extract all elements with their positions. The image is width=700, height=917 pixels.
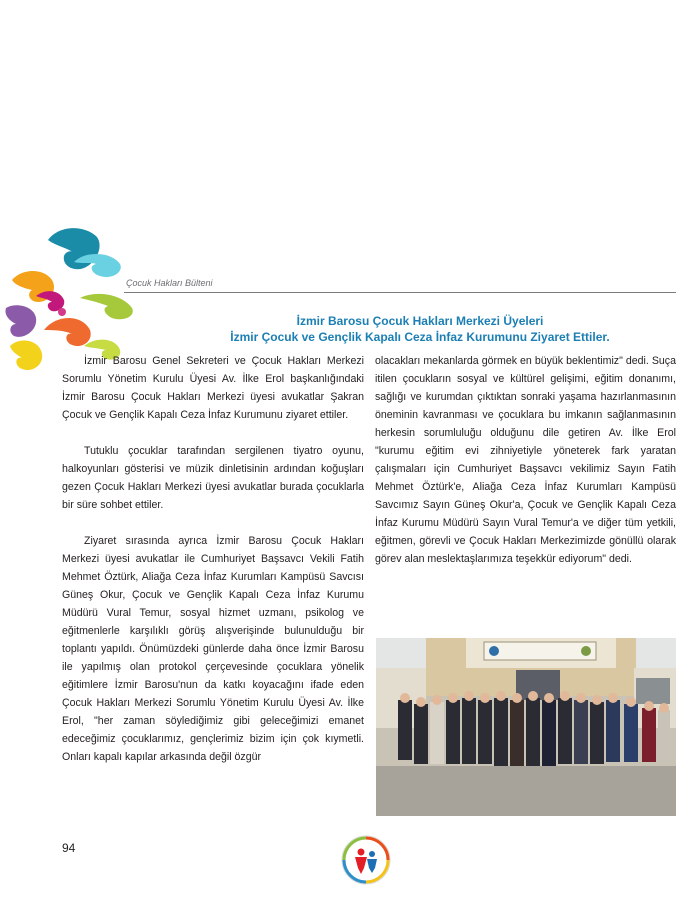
green-swirl: [80, 294, 133, 319]
door: [516, 670, 560, 700]
article-title-line-2: İzmir Çocuk ve Gençlik Kapalı Ceza İnfaz Kurumunu Ziyaret Ettiler.: [230, 330, 610, 344]
header-rule: [124, 292, 676, 293]
paragraph: İzmir Barosu Genel Sekreteri ve Çocuk Hakları Merkezi Sorumlu Yönetim Kurulu Üyesi Av. İlke Erol başkanlığındaki İzmir Barosu Çocuk Hakları Merkezi üyesi avukatlar Şakran Çocuk ve Gençlik Kapalı Ceza İnfaz Kurumunu ziyaret ettiler.: [62, 355, 364, 421]
magenta-dot: [58, 308, 66, 316]
institution-sign: [484, 642, 596, 660]
paragraph: Tutuklu çocuklar tarafından sergilenen tiyatro oyunu, halkoyunları gösterisi ve müzik dinletisinin ardından koğuşları gezen Çocuk Hakları Merkezi üyesi avukatlar burada çocuklarla bir süre sohbet ettiler.: [62, 445, 364, 511]
left-column: [62, 352, 364, 766]
ground: [376, 766, 676, 816]
article-title: [160, 313, 680, 345]
bulletin-name: Çocuk Hakları Bülteni: [126, 278, 213, 288]
orange-red-swirl: [44, 318, 91, 346]
yellow-swirl: [10, 340, 42, 370]
paragraph: Ziyaret sırasında ayrıca İzmir Barosu Çocuk Hakları Merkezi üyesi avukatlar ile Cumhuriyet Başsavcı Vekili Fatih Mehmet Öztürk, Aliağa Ceza İnfaz Kurumları Kampüsü Savcısı Güneş Okur, Çocuk ve Gençlik Kapalı Ceza İnfaz Kurumu Müdürü Vural Temur, sosyal hizmet uzmanı, psikolog ve eğitmenlerle karşılıklı görüş alışverişinde bulunulduğu bir toplantı yapıldı. Önümüzdeki günlerde daha önce İzmir Barosu ile yapılmış olan protokol çerçevesinde çocuklara yönelik eğitimlere İzmir Barosu'nun da katkı koyacağını ifade eden Çocuk Hakları Merkezi Sorumlu Yönetim Kurulu Üyesi Av. İlke Erol, "her zaman söylediğimiz gibi geleceğimizi emanet edeceğimiz çocuklarımız, gençlerimiz bizim için çok kıymetli. Onları kapalı kapılar arkasında değil özgür: [62, 535, 364, 763]
page-number: 94: [62, 841, 76, 855]
purple-swirl: [5, 305, 36, 337]
right-column: [375, 352, 676, 568]
paragraph: olacakları mekanlarda görmek en büyük beklentimiz" dedi. Suça itilen çocukların sosyal ve kültürel gelişimi, eğitim donanımı, sağlığı ve kurumdan çıktıktan sonraki yaşama hazırlanmasının öneminin kavranması ve çocuklara bu imkanın sağlanmasının herkesin sorumluluğu olduğunu dile getiren Av. İlke Erol "kurumu eğitim evi zihniyetiyle yöneterek fark yaratan çalışmaları için Cumhuriyet Başsavcı vekilimiz Sayın Fatih Mehmet Öztürk'e, Aliağa Ceza İnfaz Kurumları Kampüsü Savcımız Sayın Güneş Okur'a, Çocuk ve Gençlik Kapalı Ceza İnfaz Kurumu Müdürü Sayın Vural Temur'a ve diğer tüm yetkili, eğitmen, görevli ve Çocuk Hakları Merkezimizde gönüllü olarak görev alan meslektaşlarımıza teşekkür ediyorum" dedi.: [375, 355, 676, 565]
childrens-rights-logo: [340, 834, 392, 886]
group-photo: [376, 638, 676, 816]
article-title-line-1: İzmir Barosu Çocuk Hakları Merkezi Üyeleri: [296, 314, 544, 328]
group-of-people: [398, 698, 670, 766]
